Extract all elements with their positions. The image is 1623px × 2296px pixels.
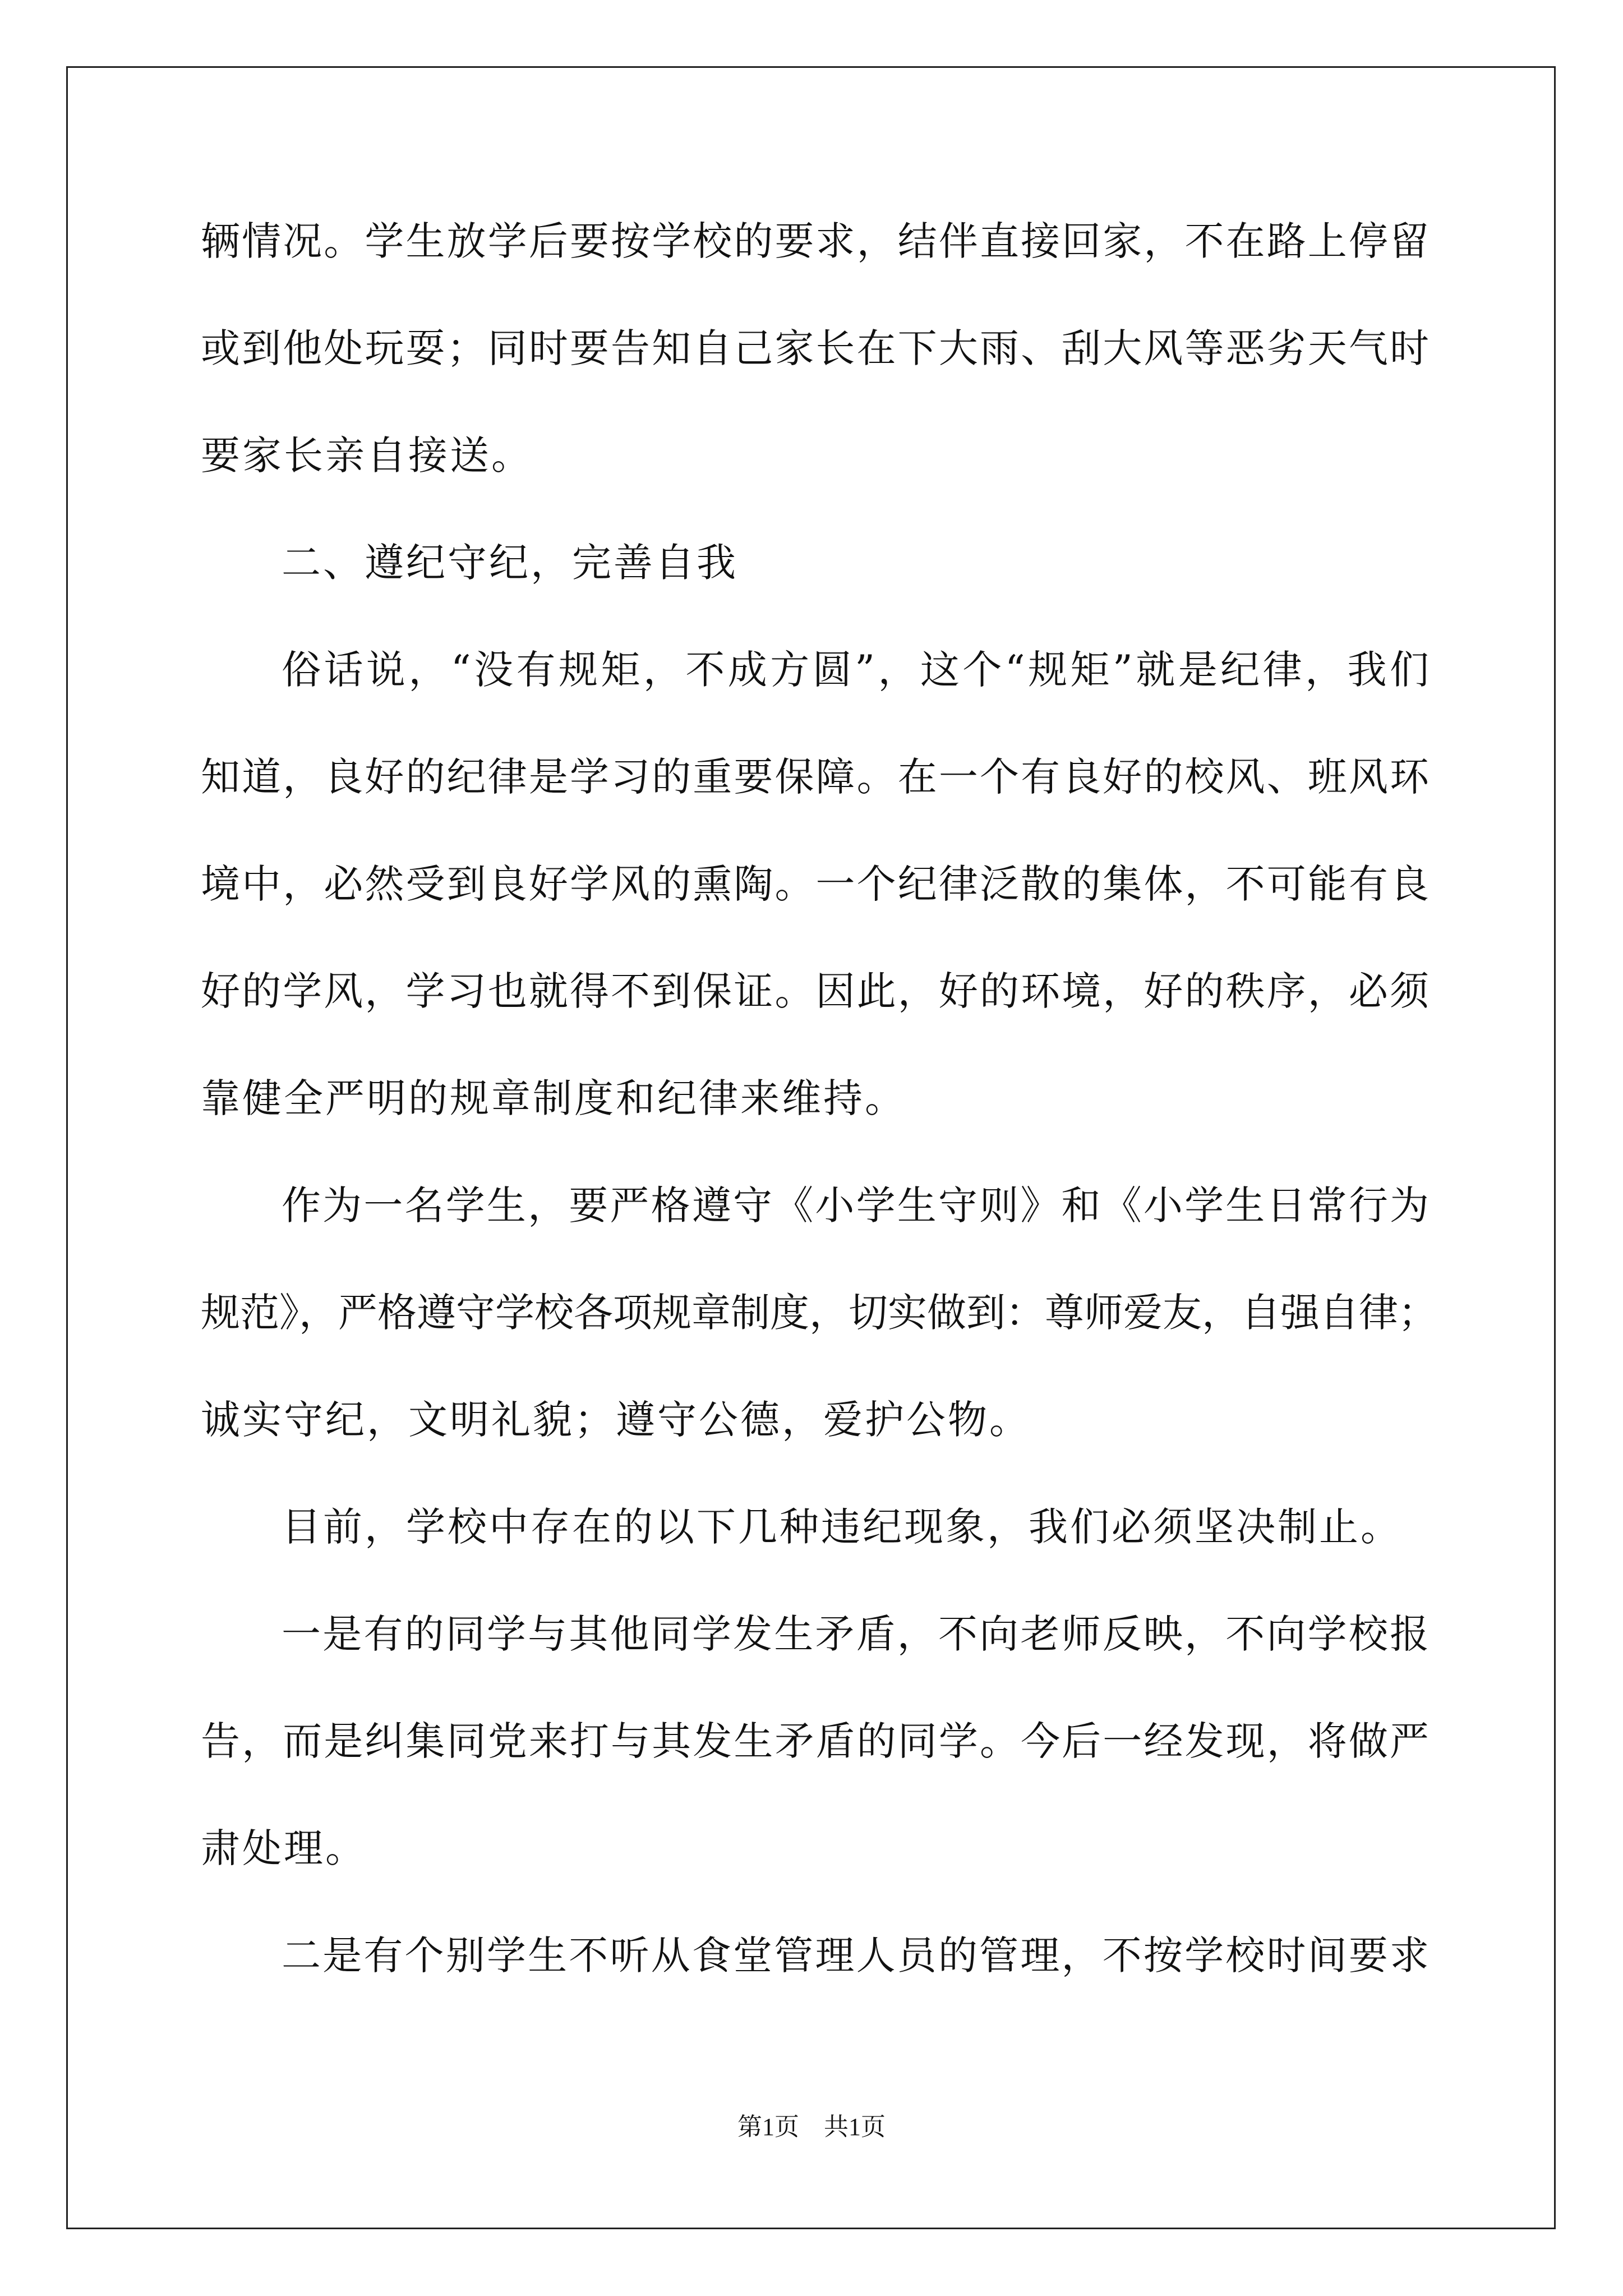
text-line-14: 一是有的同学与其他同学发生矛盾，不向老师反映，不向学校报 <box>282 1611 1429 1657</box>
text-line-11: 规范》，严格遵守学校各项规章制度，切实做到：尊师爱友，自强自律； <box>201 1290 1437 1336</box>
text-line-7: 境中，必然受到良好学风的熏陶。一个纪律泛散的集体，不可能有良 <box>201 861 1429 907</box>
document-body <box>201 213 1437 2035</box>
text-line-2: 或到他处玩耍；同时要告知自己家长在下大雨、刮大风等恶劣天气时 <box>201 325 1429 371</box>
text-line-3: 要家长亲自接送。 <box>201 432 533 478</box>
text-line-9: 靠健全严明的规章制度和纪律来维持。 <box>201 1075 906 1121</box>
text-line-10: 作为一名学生，要严格遵守《小学生守则》和《小学生日常行为 <box>282 1182 1429 1228</box>
section-heading: 二、遵纪守纪，完善自我 <box>282 540 738 586</box>
text-line-6: 知道，良好的纪律是学习的重要保障。在一个有良好的校风、班风环 <box>201 754 1429 800</box>
text-line-8: 好的学风，学习也就得不到保证。因此，好的环境，好的秩序，必须 <box>201 968 1429 1014</box>
text-line-13: 目前，学校中存在的以下几种违纪现象，我们必须坚决制止。 <box>282 1504 1402 1550</box>
text-line-15: 告，而是纠集同党来打与其发生矛盾的同学。今后一经发现，将做严 <box>201 1718 1429 1764</box>
text-line-5: 俗话说，“没有规矩，不成方圆”，这个“规矩”就是纪律，我们 <box>282 647 1429 693</box>
page-footer: 第1页 共1页 <box>737 2113 886 2141</box>
text-line-17: 二是有个别学生不听从食堂管理人员的管理，不按学校时间要求 <box>282 1932 1429 1978</box>
text-line-12: 诚实守纪，文明礼貌；遵守公德，爱护公物。 <box>201 1397 1031 1443</box>
text-line-16: 肃处理。 <box>201 1825 367 1871</box>
text-line-1: 辆情况。学生放学后要按学校的要求，结伴直接回家，不在路上停留 <box>201 218 1429 264</box>
